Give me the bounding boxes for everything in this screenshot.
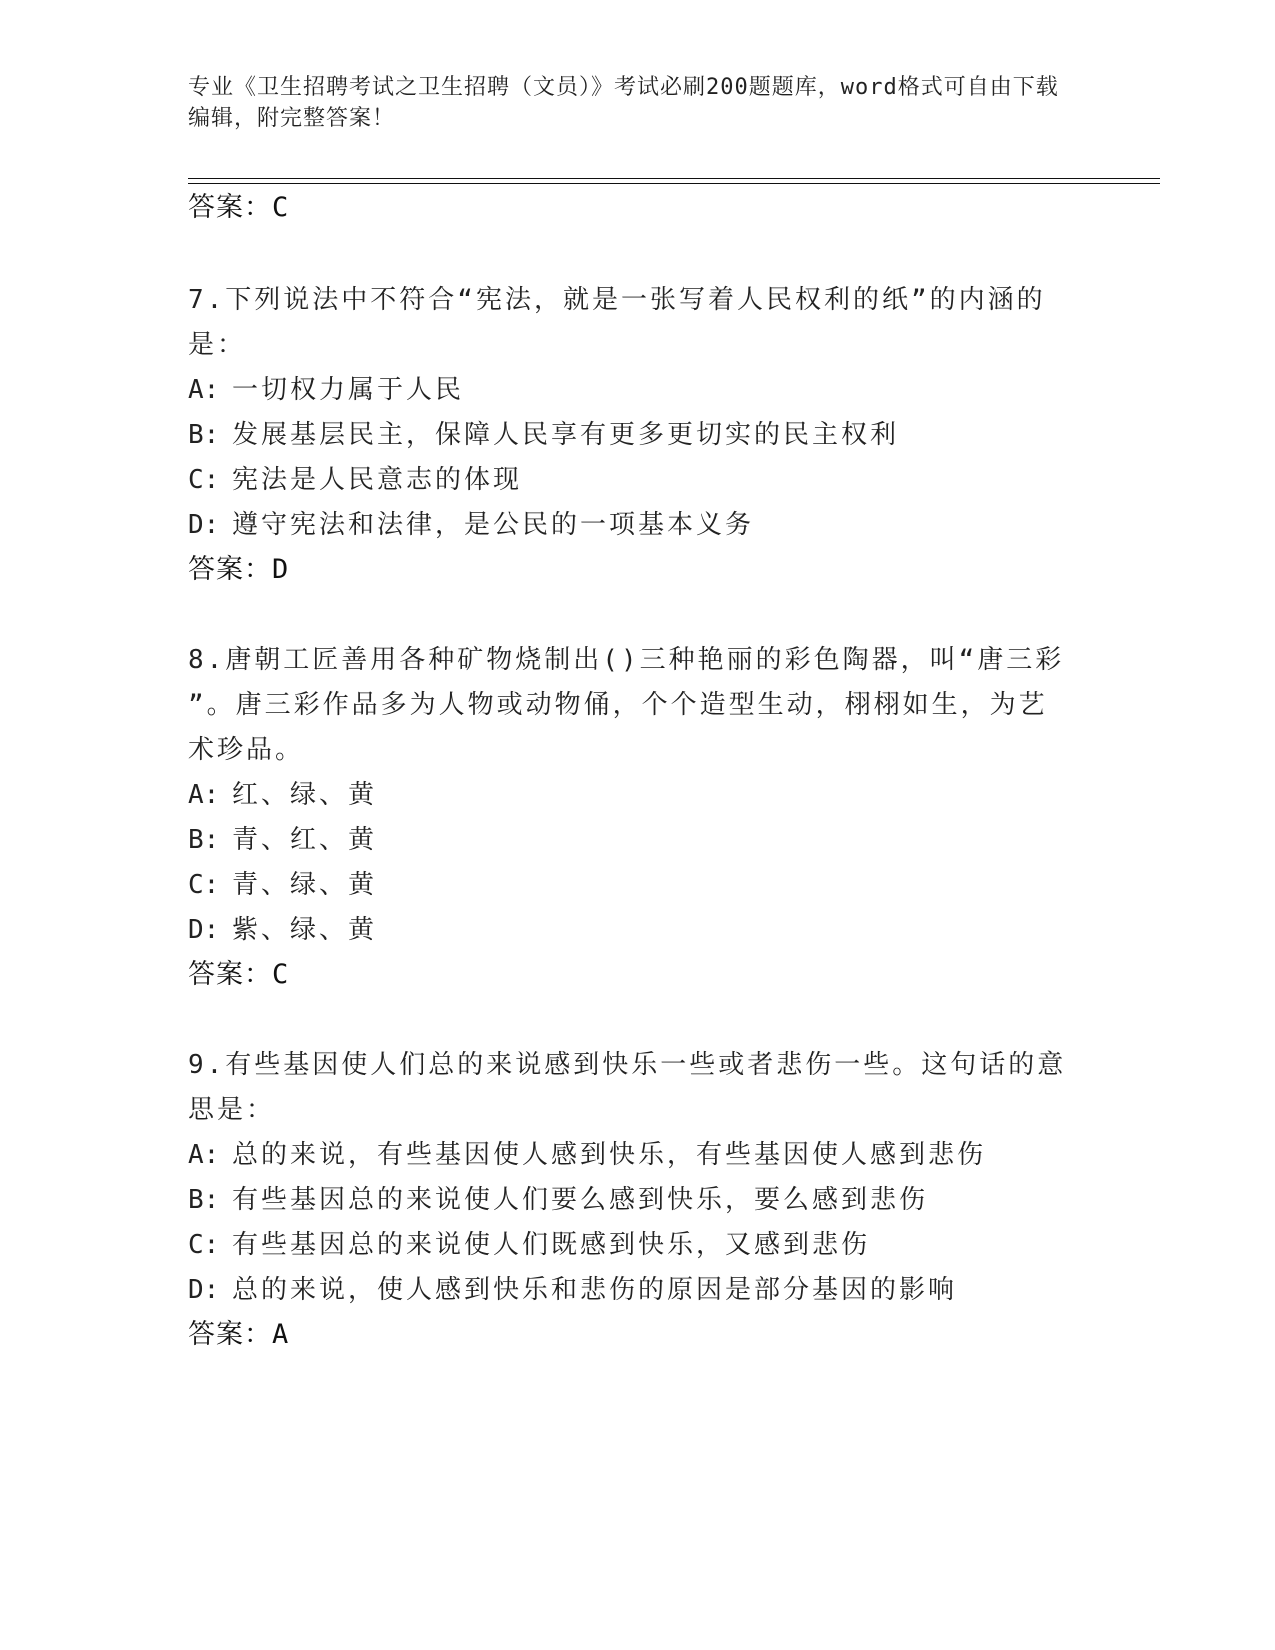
question-7-answer [188, 553, 1088, 587]
option-text: 遵守宪法和法律，是公民的一项基本义务 [232, 510, 755, 540]
option-key: B: [188, 420, 220, 450]
answer-value: D [272, 554, 290, 585]
option-text: 紫、绿、黄 [232, 915, 378, 945]
option-key: B: [188, 825, 220, 855]
question-8-option-a [188, 778, 1088, 812]
header-divider-bottom [188, 183, 1160, 184]
option-key: A: [188, 1140, 220, 1170]
question-7-option-a [188, 373, 1088, 407]
question-8-option-c [188, 868, 1088, 902]
question-7-option-c [188, 463, 1088, 497]
option-text: 一切权力属于人民 [232, 375, 465, 405]
question-7-stem-line-1: 7.下列说法中不符合“宪法，就是一张写着人民权利的纸”的内涵的 [188, 285, 1046, 315]
question-8-option-b [188, 823, 1088, 857]
question-7-option-d [188, 508, 1088, 542]
question-9-answer [188, 1318, 1088, 1352]
option-key: D: [188, 1275, 220, 1305]
option-key: C: [188, 465, 220, 495]
question-7-option-b [188, 418, 1088, 452]
option-key: A: [188, 375, 220, 405]
question-8-option-d [188, 913, 1088, 947]
option-key: A: [188, 780, 220, 810]
question-9-stem-line-2: 思是： [188, 1095, 276, 1125]
option-key: C: [188, 1230, 220, 1260]
header-divider-top [188, 178, 1160, 179]
page-header: 专业《卫生招聘考试之卫生招聘（文员）》考试必刷200题题库，word格式可自由下载编辑，附完整答案！ [188, 75, 1059, 131]
option-text: 青、红、黄 [232, 825, 378, 855]
option-key: D: [188, 915, 220, 945]
option-text: 总的来说，有些基因使人感到快乐，有些基因使人感到悲伤 [232, 1140, 987, 1170]
question-9-option-b [188, 1183, 1088, 1217]
option-key: D: [188, 510, 220, 540]
option-text: 总的来说，使人感到快乐和悲伤的原因是部分基因的影响 [232, 1275, 958, 1305]
question-8-stem-line-1: 8.唐朝工匠善用各种矿物烧制出()三种艳丽的彩色陶器，叫“唐三彩 [188, 645, 1065, 675]
answer-label: 答案： [188, 554, 272, 585]
answer-value: C [272, 192, 290, 223]
question-9-option-c [188, 1228, 1088, 1262]
answer-line [188, 191, 1088, 225]
option-text: 发展基层民主，保障人民享有更多更切实的民主权利 [232, 420, 900, 450]
question-7-stem-line-2: 是： [188, 330, 247, 360]
option-text: 青、绿、黄 [232, 870, 378, 900]
question-9-option-a [188, 1138, 1088, 1172]
question-8-stem-line-2: ”。唐三彩作品多为人物或动物俑，个个造型生动，栩栩如生，为艺 [188, 690, 1048, 720]
option-key: B: [188, 1185, 220, 1215]
answer-value: C [272, 959, 290, 990]
question-9-option-d [188, 1273, 1088, 1307]
option-key: C: [188, 870, 220, 900]
question-9-stem-line-1: 9.有些基因使人们总的来说感到快乐一些或者悲伤一些。这句话的意 [188, 1050, 1067, 1080]
answer-label: 答案： [188, 192, 272, 223]
answer-label: 答案： [188, 959, 272, 990]
option-text: 有些基因总的来说使人们要么感到快乐，要么感到悲伤 [232, 1185, 929, 1215]
option-text: 有些基因总的来说使人们既感到快乐，又感到悲伤 [232, 1230, 871, 1260]
answer-value: A [272, 1319, 290, 1350]
option-text: 红、绿、黄 [232, 780, 378, 810]
answer-label: 答案： [188, 1319, 272, 1350]
question-8-answer [188, 958, 1088, 992]
option-text: 宪法是人民意志的体现 [232, 465, 523, 495]
question-8-stem-line-3: 术珍品。 [188, 735, 305, 765]
